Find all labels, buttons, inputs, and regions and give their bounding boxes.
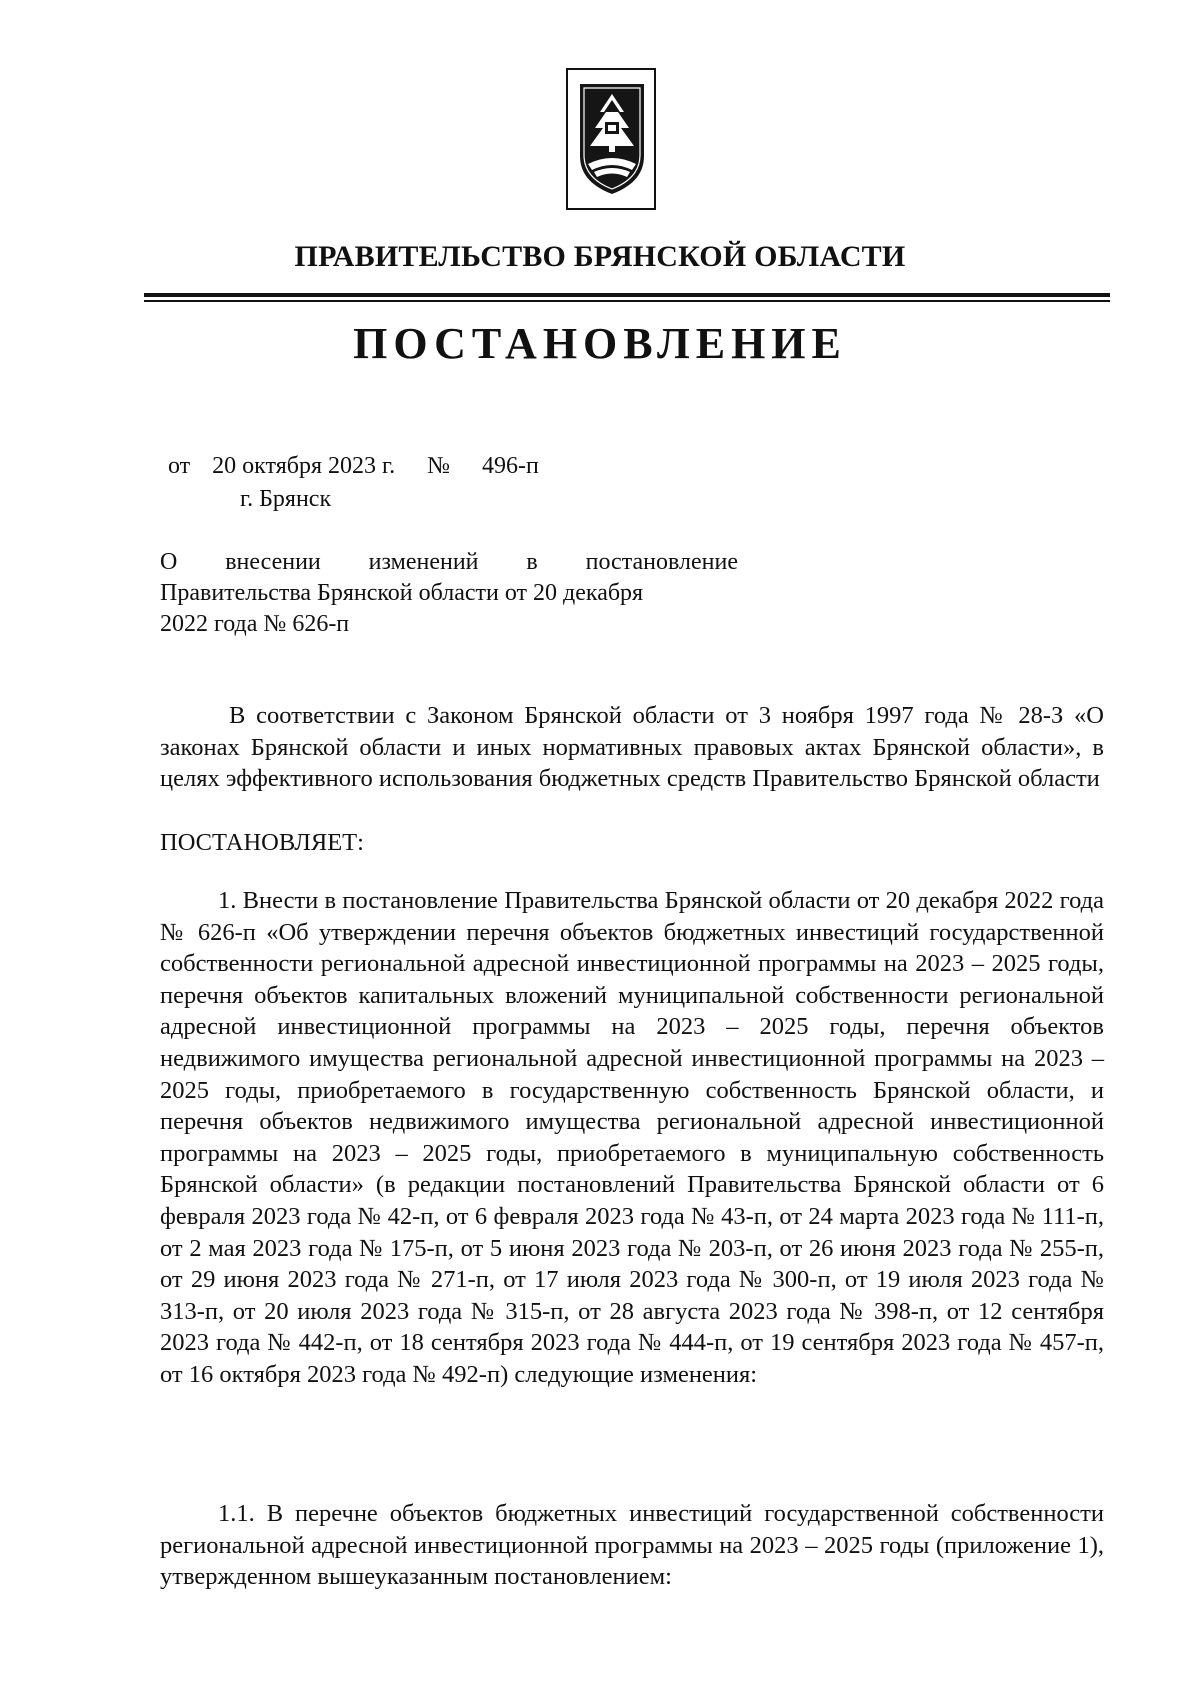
subject-word: в [526,549,538,575]
subject-line-3: 2022 года № 626-п [160,611,350,637]
decree-word: ПОСТАНОВЛЯЕТ: [160,829,364,856]
item-1-paragraph: 1. Внести в постановление Правительства Брянской области от 20 декабря 2022 года № 626-п «Об утверждении перечня объектов бюджетных инвестиций государственной собственности региональной адресной инвестиционной программы на 2023 – 2025 годы, перечня объектов капитальных вложений муниципальной собственности региональной адресной инвестиционной программы на 2023 – 2025 годы, перечня объектов недвижимого имущества региональной адресной инвестиционной программы на 2023 – 2025 годы, приобретаемого в государственную собственность Брянской области, и перечня объектов недвижимого имущества региональной адресной инвестиционной программы на 2023 – 2025 годы, приобретаемого в муниципальную собственность Брянской области» (в редакции постановлений Правительства Брянской области от 6 февраля 2023 года № 42-п, от 6 февраля 2023 года № 43-п, от 24 марта 2023 года № 111-п, от 2 мая 2023 года № 175-п, от 5 июня 2023 года № 203-п, от 26 июня 2023 года № 255-п, от 29 июня 2023 года № 271-п, от 17 июля 2023 года № 300-п, от 19 июля 2023 года № 313-п, от 20 июля 2023 года № 315-п, от 28 августа 2023 года № 398-п, от 12 сентября 2023 года № 442-п, от 18 сентября 2023 года № 444-п, от 19 сентября 2023 года № 457-п, от 16 октября 2023 года № 492-п) следующие изменения: [160,887,1104,1388]
organization-title: ПРАВИТЕЛЬСТВО БРЯНСКОЙ ОБЛАСТИ [294,240,906,273]
subject-word: постановление [585,549,738,575]
subject-word: внесении [225,549,321,575]
date-prefix: от [168,453,191,479]
document-number: 496-п [482,453,539,479]
document-subject [160,547,738,640]
document-type-title: ПОСТАНОВЛЕНИЕ [353,319,847,368]
bryansk-coat-of-arms-icon [574,78,650,202]
subject-line-2: Правительства Брянской области от 20 декабря [160,580,644,606]
header-rule-thin [144,300,1110,302]
item-1-1-paragraph: 1.1. В перечне объектов бюджетных инвестиций государственной собственности региональной адресной инвестиционной программы на 2023 – 2025 годы (приложение 1), утвержденном вышеуказанным постановлением: [160,1500,1104,1591]
subject-word: О [160,549,178,575]
document-city: г. Брянск [240,486,332,512]
coat-of-arms-frame [566,68,656,210]
preamble-paragraph: В соответствии с Законом Брянской области от 3 ноября 1997 года № 28-З «О законах Брянской области и иных нормативных правовых актах Брянской области», в целях эффективного использования бюджетных средств Правительство Брянской области [160,702,1104,793]
document-date-line [168,453,539,480]
subject-line-1 [160,547,738,578]
number-sign: № [427,453,451,479]
document-date: 20 октября 2023 г. [212,453,396,479]
header-rule-thick [144,293,1110,297]
subject-word: изменений [368,549,479,575]
